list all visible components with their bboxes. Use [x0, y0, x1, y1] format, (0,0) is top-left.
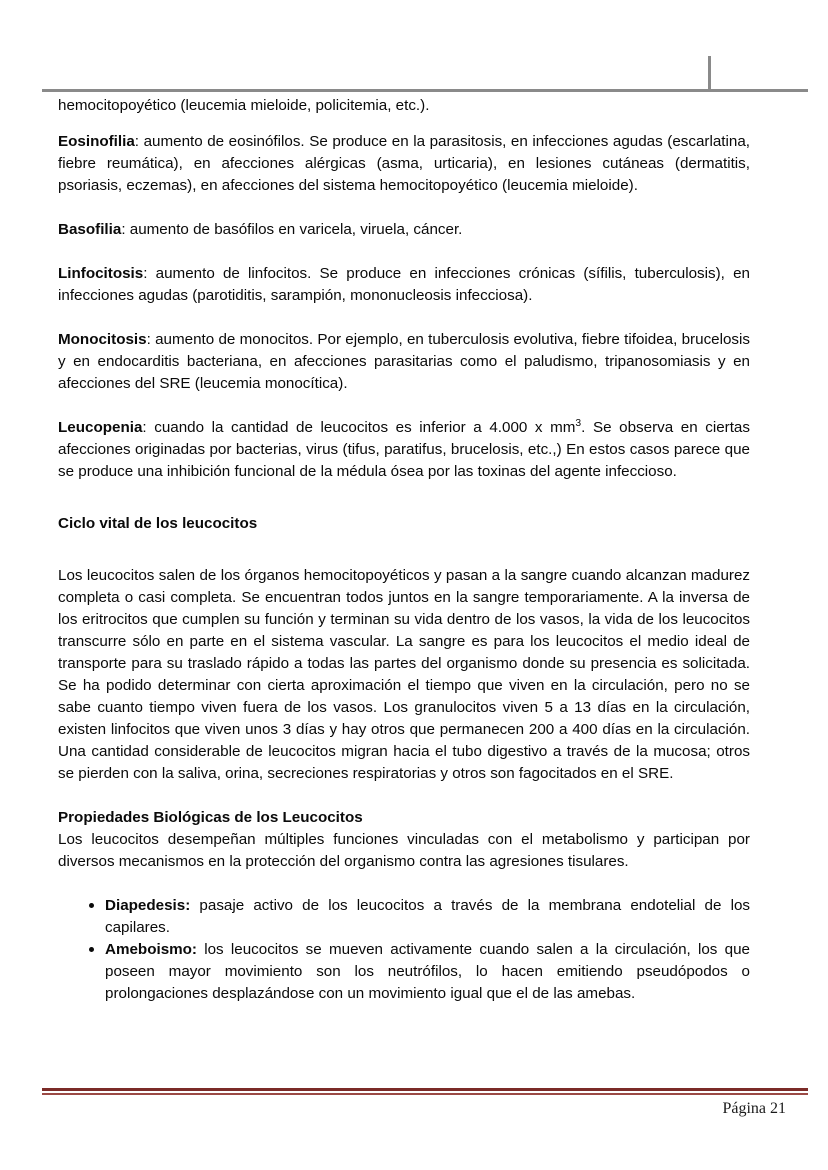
spacer — [58, 785, 750, 807]
header-tick-mark — [708, 56, 711, 92]
definition-text: aumento de linfocitos. Se produce en infecciones crónicas (sífilis, tuberculosis), en infecciones agudas (parotiditis, sarampión, mononucleosis infecciosa). — [58, 265, 750, 304]
heading-ciclo-vital: Ciclo vital de los leucocitos — [58, 515, 258, 532]
page-number: Página 21 — [722, 1100, 786, 1117]
spacer — [58, 117, 750, 131]
definition-text: aumento de monocitos. Por ejemplo, en tuberculosis evolutiva, fiebre tifoidea, brucelosis y en endocarditis bacteriana, en afecciones parasitarias como el paludismo, tripanosomiasis y en afecciones del SRE (leucemia monocítica). — [58, 331, 750, 392]
term-separator: : — [121, 221, 130, 238]
spacer — [58, 197, 750, 219]
term-linfocitosis: Linfocitosis — [58, 265, 144, 282]
bullet-term-ameboismo: Ameboismo: — [105, 941, 197, 958]
bullet-icon — [89, 947, 94, 952]
continued-paragraph: hemocitopoyético (leucemia mieloide, policitemia, etc.). — [58, 97, 430, 114]
definition-basofilia — [58, 219, 750, 241]
spacer — [58, 535, 750, 565]
superscript-cubed: 3 — [575, 417, 582, 429]
spacer — [58, 483, 750, 513]
document-body — [58, 95, 750, 1005]
header-rule — [42, 89, 808, 92]
definition-eosinofilia — [58, 131, 750, 197]
bullet-term-diapedesis: Diapedesis: — [105, 897, 191, 914]
heading-propiedades-biologicas: Propiedades Biológicas de los Leucocitos — [58, 809, 363, 826]
term-separator: : — [134, 133, 144, 150]
term-separator: : — [143, 265, 156, 282]
footer-rule — [42, 1088, 808, 1095]
spacer — [58, 241, 750, 263]
spacer — [58, 307, 750, 329]
bullet-text: los leucocitos se mueven activamente cuando salen a la circulación, los que poseen mayor movimiento son los neutrófilos, lo hacen emitiendo pseudópodos o prolongaciones desplazándose con un movimiento igual que el de las amebas. — [105, 941, 750, 1002]
leucopenia-text-before: cuando la cantidad de leucocitos es inferior a 4.000 x mm — [154, 419, 576, 436]
definition-monocitosis — [58, 329, 750, 395]
term-separator: : — [142, 419, 155, 436]
definition-leucopenia — [58, 417, 750, 483]
list-item — [58, 895, 750, 939]
list-item — [58, 939, 750, 1005]
spacer — [58, 873, 750, 895]
term-eosinofilia: Eosinofilia — [58, 133, 135, 150]
page-header — [42, 54, 808, 92]
paragraph-propiedades: Los leucocitos desempeñan múltiples funciones vinculadas con el metabolismo y participan por diversos mecanismos en la protección del organismo contra las agresiones tisulares. — [58, 831, 750, 870]
leucopenia-text-after: . Se observa en ciertas afecciones originadas por bacterias, virus (tifus, paratifus, brucelosis, etc.,) En estos casos parece que se produce una inhibición funcional de la médula ósea por las toxinas del agente infeccioso. — [58, 419, 750, 480]
term-monocitosis: Monocitosis — [58, 331, 147, 348]
spacer — [58, 395, 750, 417]
paragraph-ciclo-vital: Los leucocitos salen de los órganos hemocitopoyéticos y pasan a la sangre cuando alcanzan madurez completa o casi completa. Se encuentran todos juntos en la sangre temporariamente. A la inversa de los eritrocitos que cumplen su función y terminan su vida dentro de los vasos, la vida de los leucocitos transcurre sólo en parte en el sistema vascular. La sangre es para los leucocitos el medio ideal de transporte para su traslado rápido a todas las partes del organismo donde su presencia es solicitada. Se ha podido determinar con cierta aproximación el tiempo que viven en la circulación, pero no se sabe cuanto tiempo viven fuera de los vasos. Los granulocitos viven 5 a 13 días en la circulación, existen linfocitos que viven unos 3 días y hay otros que permanecen 200 a 400 días en la circulación. Una cantidad considerable de leucocitos migran hacia el tubo digestivo a través de la mucosa; otros se pierden con la saliva, orina, secreciones respiratorias y otros son fagocitados en el SRE. — [58, 567, 750, 782]
bullet-icon — [89, 903, 94, 908]
bullet-text: pasaje activo de los leucocitos a través de la membrana endotelial de los capilares. — [105, 897, 750, 936]
term-leucopenia: Leucopenia — [58, 419, 143, 436]
definition-text: aumento de basófilos en varicela, viruela, cáncer. — [129, 221, 463, 238]
definition-text: aumento de eosinófilos. Se produce en la parasitosis, en infecciones agudas (escarlatina, fiebre reumática), en afecciones alérgicas (asma, urticaria), en lesiones cutáneas (dermatitis, psoriasis, eczemas), en afecciones del sistema hemocitopoyético (leucemia mieloide). — [58, 133, 750, 194]
term-separator: : — [146, 331, 156, 348]
term-basofilia: Basofilia — [58, 221, 122, 238]
properties-list — [58, 895, 750, 1005]
definition-linfocitosis — [58, 263, 750, 307]
